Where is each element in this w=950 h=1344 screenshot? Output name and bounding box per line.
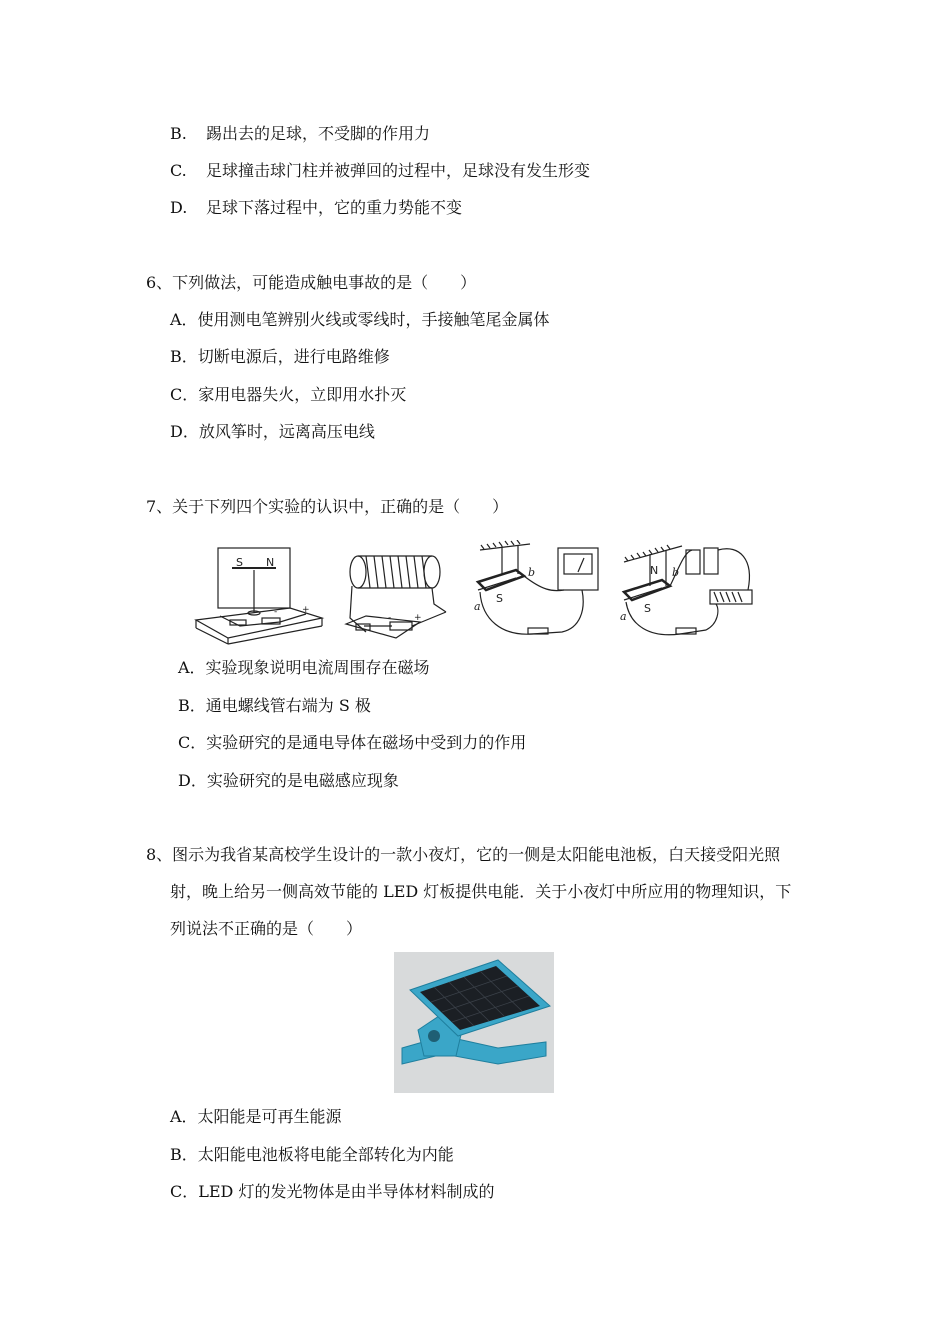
q7-option-a: A．实验现象说明电流周围存在磁场 [178,658,430,677]
q5-option-c [170,161,590,181]
q8-option-c: C．LED 灯的发光物体是由半导体材料制成的 [170,1182,495,1201]
q8-stem-line3: 列说法不正确的是（ ） [170,919,363,938]
fig2-label-plus: + [414,613,422,623]
q5-option-b-letter: B. [170,124,187,143]
fig4-label-n: N [650,564,659,577]
q7-experiment-figures [190,540,760,645]
q5-option-d-text: 足球下落过程中，它的重力势能不变 [206,198,463,217]
q8-option-a: A．太阳能是可再生能源 [170,1107,342,1126]
fig2-label-minus: - [388,613,392,623]
q5-option-b-text: 踢出去的足球，不受脚的作用力 [206,124,431,143]
solar-lamp-image [394,952,554,1093]
fig1-label-minus: - [274,607,278,617]
q7-option-c: C．实验研究的是通电导体在磁场中受到力的作用 [178,733,527,752]
solenoid-figure [336,540,476,645]
q7-option-d: D．实验研究的是电磁感应现象 [178,771,399,790]
q6-stem: 6、下列做法，可能造成触电事故的是（ ） [146,273,477,292]
q6-option-b: B．切断电源后，进行电路维修 [170,347,390,366]
fig4-label-a: a [620,610,627,623]
oersted-experiment-figure [190,540,330,645]
q5-option-d [170,198,462,218]
fig1-label-s: S [236,556,243,569]
fig4-label-s: S [644,602,651,615]
q8-stem-line1: 8、图示为我省某高校学生设计的一款小夜灯，它的一侧是太阳能电池板，白天接受阳光照 [146,845,781,864]
fig3-label-a: a [474,600,481,613]
q7-stem: 7、关于下列四个实验的认识中，正确的是（ ） [146,497,509,516]
q6-option-c: C．家用电器失火，立即用水扑灭 [170,385,407,404]
q5-option-b [170,124,430,144]
q5-option-c-text: 足球撞击球门柱并被弹回的过程中，足球没有发生形变 [206,161,591,180]
solar-night-lamp-photo [394,952,554,1093]
q6-option-a: A．使用测电笔辨别火线或零线时，手接触笔尾金属体 [170,310,550,329]
fig3-label-s: S [496,592,503,605]
magnet-battery-figure [620,540,760,645]
fig3-label-b: b [528,566,536,579]
q5-option-c-letter: C. [170,161,187,180]
q8-option-b: B．太阳能电池板将电能全部转化为内能 [170,1145,454,1164]
q8-stem-line2: 射，晚上给另一侧高效节能的 LED 灯板提供电能．关于小夜灯中所应用的物理知识，下 [170,882,792,901]
fig4-label-b: b [672,566,680,579]
q6-option-d: D．放风筝时，远离高压电线 [170,422,375,441]
q5-option-d-letter: D. [170,198,188,217]
q7-option-b: B．通电螺线管右端为 S 极 [178,696,371,715]
magnet-meter-figure [472,540,612,645]
fig1-label-plus: + [302,605,310,615]
fig1-label-n: N [266,556,275,569]
